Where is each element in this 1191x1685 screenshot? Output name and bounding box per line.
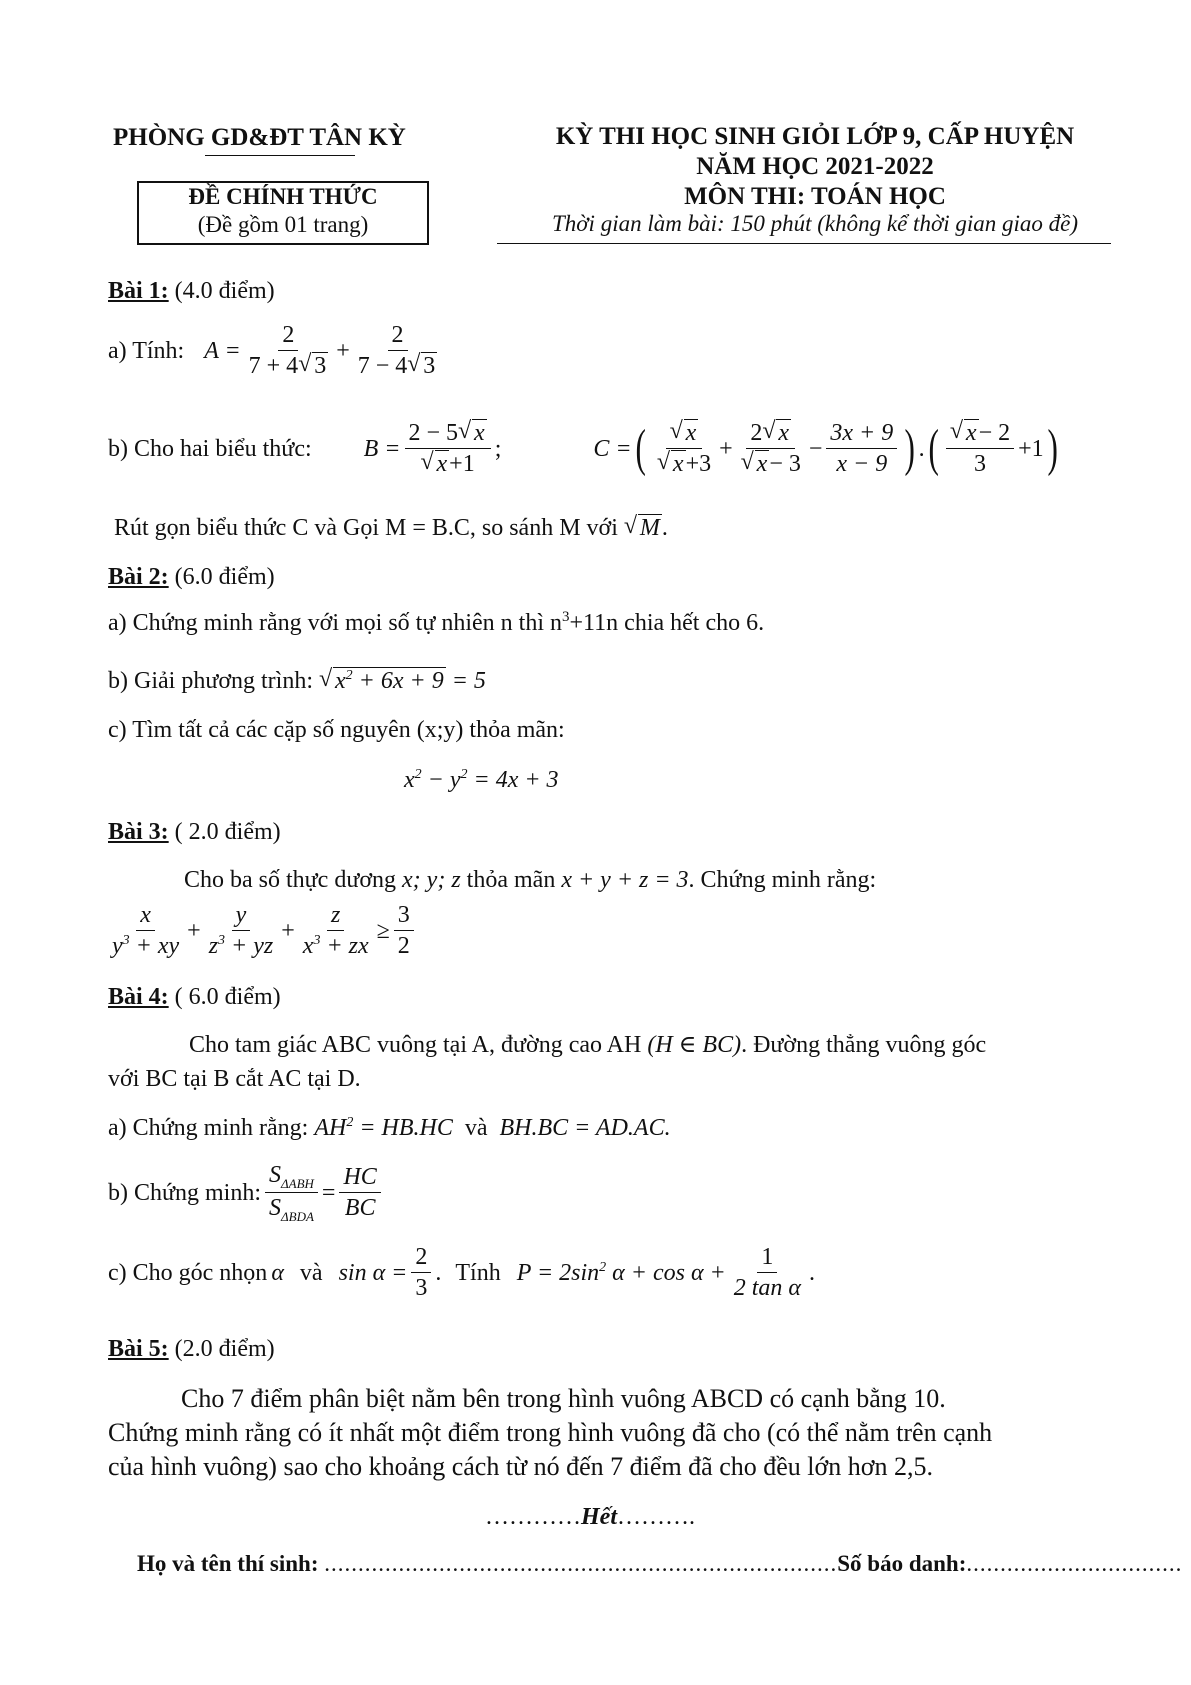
- school-dept: [113, 122, 406, 153]
- bai4-heading: [108, 982, 281, 1012]
- bai1-a-label: a) Tính:: [108, 337, 185, 364]
- bai5-line1: Cho 7 điểm phân biệt nằm bên trong hình vuông ABCD có cạnh bằng 10.: [181, 1384, 946, 1413]
- header-underline: [497, 243, 1111, 244]
- bai2-heading: [108, 562, 275, 592]
- bai4-b-area-ratio: $\frac{S_{\Delta ABH}}{S_{\Delta BDA}}$: [265, 1160, 318, 1225]
- bai4-c: c) Cho góc nhọn α và sin α = $\frac{2}{3}$ . Tính $P = 2\sin^2$ α + cos α + $\frac{1}{\text{2 tan α}}$ .: [108, 1244, 815, 1301]
- bai3-title: Bài 3:: [108, 819, 169, 845]
- page-count: (Đề gồm 01 trang): [197, 212, 369, 237]
- bai5-title: Bài 5:: [108, 1336, 169, 1362]
- candidate-number-label: Số báo danh:: [837, 1551, 967, 1576]
- expr-b-frac: 2 − 5√ x √ x+1: [405, 418, 491, 479]
- bai4-b-side-ratio: $\frac{HC}{BC}$: [339, 1162, 380, 1223]
- bai4-b: b) Chứng minh: $\frac{S_{\Delta ABH}}{S_{\Delta BDA}}$ = $\frac{HC}{BC}$: [108, 1160, 385, 1225]
- school-year: NĂM HỌC 2021-2022: [696, 153, 934, 180]
- dept-underline: [205, 155, 355, 156]
- bai5-line2: Chứng minh rằng có ít nhất một điểm trong hình vuông đã cho (có thể nằm trên cạnh: [108, 1418, 993, 1447]
- bai3-intro: Cho ba số thực dương x; y; z thỏa mãn x + y + z = 3. Chứng minh rằng:: [184, 867, 877, 893]
- bai1-a-frac2: $\frac{2}{7 - 4√ 3}$: [354, 320, 442, 381]
- bai4-a: a) Chứng minh rằng: $AH^2 = HB.HC$ và BH.BC = AD.AC.: [108, 1115, 671, 1141]
- bai1-a-lhs: A =: [204, 337, 241, 364]
- bai2-b: b) Giải phương trình: √ $x^2 + 6x + 9 = 5$: [108, 666, 486, 696]
- bai1-points: (4.0 điểm): [174, 278, 275, 304]
- bai1-b-label: b) Cho hai biểu thức:: [108, 435, 312, 462]
- bai1-rut-gon: Rút gọn biểu thức C và Gọi M = B.C, so sánh M với √ M.: [114, 513, 668, 543]
- bai4-c-sin-value: $\frac{2}{3}$: [411, 1242, 431, 1303]
- bai1-title: Bài 1:: [108, 278, 169, 304]
- candidate-name-blank: ............................................................................: [324, 1551, 838, 1576]
- bai3-points: ( 2.0 điểm): [174, 819, 281, 845]
- bai2-title: Bài 2:: [108, 564, 169, 590]
- bai1-b: b) Cho hai biểu thức: B = 2 − 5√ x √ x+1 ; C = ( √ x √ x+3 + 2√ x √ x− 3 − $\frac{3x + 9}{x - 9}$ ) . ( √ $\frac{x- 2}{3}$ +1 ): [108, 418, 1108, 479]
- bai5-points: (2.0 điểm): [174, 1336, 275, 1362]
- bai5-heading: [108, 1334, 275, 1364]
- bai3-frac3: $\frac{z}{x^3 + zx}$: [302, 902, 369, 959]
- expr-c-term3: $\frac{3x + 9}{x - 9}$: [826, 418, 897, 479]
- expr-c-term4: √ $\frac{x- 2}{3}$: [946, 418, 1014, 479]
- expr-c-lhs: C =: [593, 435, 632, 462]
- bai3-inequality: $\frac{x}{y^3 + xy}$ + $\frac{y}{z^3 + yz}$ + $\frac{z}{x^3 + zx}$ ≥ $\frac{3}{2}$: [104, 900, 418, 961]
- expr-b-lhs: B =: [363, 435, 401, 462]
- bai1-a: a) Tính: A = $\frac{2}{7 + 4√ 3}$ + $\frac{2}{7 - 4√ 3}$: [108, 320, 445, 381]
- candidate-number-blank: ................................: [966, 1551, 1183, 1576]
- end-marker: …………Hết……….: [485, 1504, 695, 1530]
- bai5-body: [108, 1382, 1098, 1484]
- bai2-a: a) Chứng minh rằng với mọi số tự nhiên n thì $n^3+11n$ chia hết cho 6.: [108, 609, 765, 636]
- bai4-intro: Cho tam giác ABC vuông tại A, đường cao AH (H ∈ BC). Đường thẳng vuông góc: [189, 1032, 987, 1058]
- bai2-points: (6.0 điểm): [174, 564, 275, 590]
- bai4-points: ( 6.0 điểm): [174, 984, 281, 1010]
- bai3-frac2: $\frac{y}{z^3 + yz}$: [208, 902, 274, 959]
- exam-header: [495, 122, 1135, 212]
- expr-c-term2: 2√ x √ x− 3: [737, 418, 805, 479]
- bai2-c-equation: $x^2 - y^2 = 4x + 3$: [404, 767, 559, 793]
- official-exam-box: [137, 181, 429, 245]
- subject: MÔN THI: TOÁN HỌC: [684, 183, 946, 210]
- bai3-rhs: $\frac{3}{2}$: [394, 900, 414, 961]
- bai4-c-p-frac: $\frac{1}{\text{2 tan α}}$: [733, 1244, 801, 1301]
- exam-duration: Thời gian làm bài: 150 phút (không kể thời gian giao đề): [551, 211, 1079, 236]
- official-label: ĐỀ CHÍNH THỨC: [188, 184, 378, 209]
- bai1-a-frac1: $\frac{2}{7 + 4√ 3}$: [245, 320, 333, 381]
- bai4-intro-line2: với BC tại B cắt AC tại D.: [108, 1066, 361, 1092]
- candidate-name-label: Họ và tên thí sinh:: [137, 1551, 319, 1576]
- bai4-title: Bài 4:: [108, 984, 169, 1010]
- bai1-heading: [108, 276, 275, 306]
- dept-name: PHÒNG GD&ĐT TÂN KỲ: [113, 124, 406, 151]
- bai5-line3: của hình vuông) sao cho khoảng cách từ nó đến 7 điểm đã cho đều lớn hơn 2,5.: [108, 1452, 934, 1481]
- bai2-c: c) Tìm tất cả các cặp số nguyên (x;y) thỏa mãn:: [108, 717, 565, 743]
- candidate-info: [137, 1550, 1182, 1579]
- exam-title: KỲ THI HỌC SINH GIỎI LỚP 9, CẤP HUYỆN: [555, 123, 1075, 150]
- expr-c-term1: √ x √ x+3: [653, 418, 715, 479]
- bai3-frac1: $\frac{x}{y^3 + xy}$: [112, 902, 180, 959]
- bai3-heading: [108, 817, 281, 847]
